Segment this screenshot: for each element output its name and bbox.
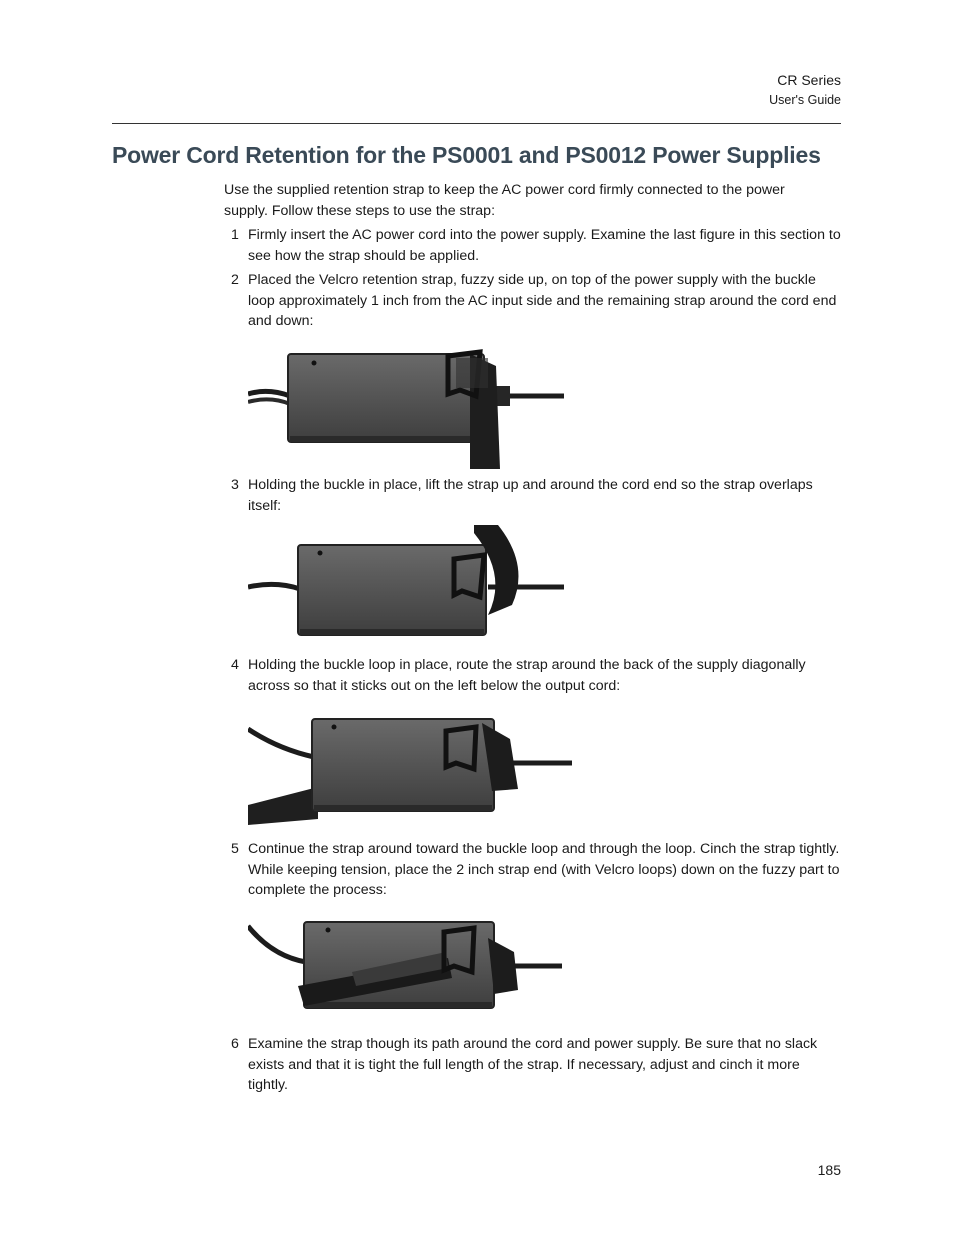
- header-series: CR Series: [777, 72, 841, 88]
- step-number: 1: [231, 227, 239, 243]
- header-rule: [112, 123, 841, 124]
- step-text: Placed the Velcro retention strap, fuzzy side up, on top of the power supply with the buckle loop approximately 1 inch from the AC input side and the remaining strap around the cord end and down:: [248, 272, 837, 329]
- step-text: Examine the strap though its path around the cord and power supply. Be sure that no slack exists and that it is tight the full length of the strap. If necessary, adjust and cinch it more tightly.: [248, 1036, 818, 1093]
- step-number: 6: [231, 1036, 239, 1052]
- figure-strap-diagonal: [248, 709, 572, 825]
- page-number: 185: [817, 1162, 841, 1178]
- header-guide: User's Guide: [769, 93, 841, 107]
- step-text: Firmly insert the AC power cord into the power supply. Examine the last figure in this section to see how the strap should be applied.: [248, 227, 841, 264]
- figure-strap-complete: [248, 916, 562, 1018]
- step-text: Continue the strap around toward the buckle loop and through the loop. Cinch the strap tightly. While keeping tension, place the 2 inch strap end (with Velcro loops) down on the fuzzy part to complete the process:: [248, 841, 840, 898]
- step-number: 5: [231, 841, 239, 857]
- section-title: Power Cord Retention for the PS0001 and PS0012 Power Supplies: [112, 142, 821, 168]
- intro-paragraph: Use the supplied retention strap to keep the AC power cord firmly connected to the power supply. Follow these steps to use the strap:: [224, 182, 785, 219]
- step-text: Holding the buckle in place, lift the strap up and around the cord end so the strap overlaps itself:: [248, 477, 813, 514]
- step-number: 4: [231, 657, 239, 673]
- running-header: [769, 70, 841, 109]
- step-text: Holding the buckle loop in place, route the strap around the back of the supply diagonally across so that it sticks out on the left below the output cord:: [248, 657, 806, 694]
- step-number: 2: [231, 272, 239, 288]
- figure-strap-overlap: [248, 525, 564, 640]
- step-number: 3: [231, 477, 239, 493]
- figure-strap-placed: [248, 346, 564, 469]
